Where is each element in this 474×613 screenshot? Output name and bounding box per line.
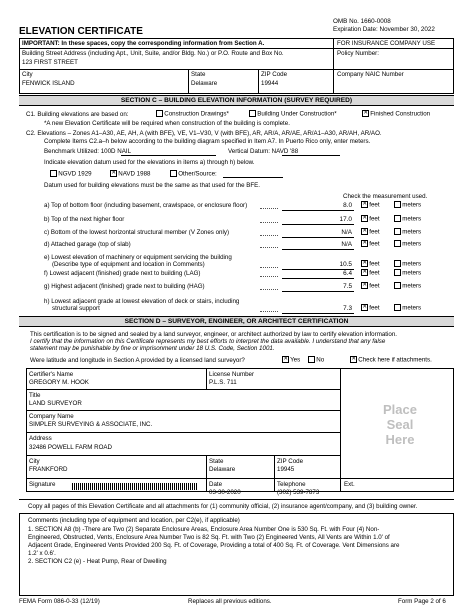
elevation-value[interactable]: 17.0 (339, 216, 352, 223)
leader-dots (260, 222, 278, 223)
cert-state-value[interactable]: Delaware (209, 466, 236, 473)
company-value[interactable]: SIMPLER SURVEYING & ASSOCIATE, INC. (29, 421, 153, 428)
elevation-item-label: c) Bottom of the lowest horizontal structural member (V Zones only) (44, 229, 230, 236)
elevation-value[interactable]: 10.5 (339, 261, 352, 268)
unit-meters[interactable]: meters (394, 304, 421, 312)
phone-label: Telephone (277, 481, 306, 488)
comment-line[interactable]: Adjacent Grade, Engineered Vents Provided 200 Sq. Ft. of Coverage, Providing a total of 400 Sq. Ft. of Coverage. Vent Dimensions are (28, 542, 400, 549)
elevation-item-label: b) Top of the next higher floor (44, 216, 125, 223)
unit-feet[interactable]: ✕ feet (361, 228, 380, 236)
elevation-value[interactable]: 6.4 (343, 270, 352, 277)
checkbox-icon[interactable] (394, 215, 401, 222)
c1-under-construction[interactable]: Building Under Construction* (249, 110, 337, 118)
naic-label: Company NAIC Number (337, 71, 404, 78)
omb-number: OMB No. 1660-0008 (333, 18, 391, 25)
checkbox-icon[interactable] (394, 269, 401, 276)
cert-line2: I certify that the information on this Certificate represents my best efforts to interpret the data available. I understand that any false (30, 338, 386, 345)
elevation-item-label: e) Lowest elevation of machinery or equipment servicing the building (44, 254, 232, 261)
certifier-value[interactable]: GREGORY M. HOOK (29, 379, 89, 386)
leader-dots (260, 289, 278, 290)
expiration-date: Expiration Date: November 30, 2022 (333, 26, 435, 33)
state-label: State (191, 71, 206, 78)
checked-checkbox-icon[interactable] (361, 260, 368, 267)
unit-feet[interactable]: ✕ feet (361, 269, 380, 277)
state-value[interactable]: Delaware (191, 80, 218, 87)
cert-city-value[interactable]: FRANKFORD (29, 466, 68, 473)
lat-long-no[interactable]: No (308, 356, 324, 364)
zip-label: ZIP Code (261, 71, 288, 78)
cert-address-value[interactable]: 32486 POWELL FARM ROAD (29, 444, 112, 451)
datum-bfe-note: Datum used for building elevations must be the same as that used for the BFE. (44, 182, 260, 189)
cert-state-label: State (209, 458, 224, 465)
license-value[interactable]: P.L.S. 711 (209, 379, 237, 386)
unit-meters[interactable]: meters (394, 269, 421, 277)
comment-line[interactable]: 1.2' x 0.6'. (28, 550, 56, 557)
cert-line1: This certification is to be signed and sealed by a land surveyor, engineer, or architect authorized by law to certify elevation information. (30, 331, 397, 338)
unit-feet[interactable]: ✕ feet (361, 304, 380, 312)
c2-line2: Complete Items C2.a–h below according to the building diagram specified in Item A7. In Puerto Rico only, enter meters. (44, 138, 371, 145)
c1-finished-construction[interactable]: ✕ Finished Construction (362, 110, 430, 118)
checked-checkbox-icon[interactable] (361, 282, 368, 289)
checkbox-icon[interactable] (156, 110, 163, 117)
leader-dots (260, 208, 278, 209)
unit-feet[interactable]: ✕ feet (361, 260, 380, 268)
unit-meters[interactable]: meters (394, 228, 421, 236)
city-value[interactable]: FENWICK ISLAND (22, 80, 75, 87)
datum-other[interactable]: Other/Source: (170, 170, 217, 178)
check-measurement: Check the measurement used. (343, 193, 428, 200)
unit-feet[interactable]: ✕ feet (361, 240, 380, 248)
elevation-item-label: a) Top of bottom floor (including basement, crawlspace, or enclosure floor) (44, 202, 248, 209)
unit-meters[interactable]: meters (394, 240, 421, 248)
checked-checkbox-icon[interactable] (282, 356, 289, 363)
checkbox-icon[interactable] (394, 201, 401, 208)
elevation-value[interactable]: N/A (341, 229, 352, 236)
checkbox-icon[interactable] (50, 170, 57, 177)
signature-redaction[interactable] (72, 483, 197, 490)
indicate-datum: Indicate elevation datum used for the elevations in items a) through h) below. (44, 159, 255, 166)
checkbox-icon[interactable] (170, 170, 177, 177)
comment-line[interactable]: 1. SECTION A8 (b) -There are Two (2) Separate Enclosure Areas, Enclosure Area Number One is 530 Sq. Ft. with Four (4) Non- (28, 526, 380, 533)
section-d-title: SECTION D – SURVEYOR, ENGINEER, OR ARCHITECT CERTIFICATION (19, 316, 454, 327)
elevation-item-label: g) Highest adjacent (finished) grade next to building (HAG) (44, 283, 205, 290)
unit-feet[interactable]: ✕ feet (361, 201, 380, 209)
c1-label: C1. Building elevations are based on: (26, 111, 129, 118)
checkbox-icon[interactable] (394, 228, 401, 235)
elevation-item-label-cont: structural support (52, 305, 100, 312)
elevation-value[interactable]: 8.0 (343, 202, 352, 209)
certifier-label: Certifier's Name (29, 371, 74, 378)
policy-label: Policy Number: (337, 50, 379, 57)
checkbox-icon[interactable] (394, 304, 401, 311)
leader-dots (260, 311, 278, 312)
unit-feet[interactable]: ✕ feet (361, 215, 380, 223)
place-seal-placeholder: Place Seal Here (383, 402, 417, 447)
checked-checkbox-icon[interactable] (110, 170, 117, 177)
leader-dots (260, 247, 278, 248)
title-value[interactable]: LAND SURVEYOR (29, 400, 82, 407)
checkbox-icon[interactable] (249, 110, 256, 117)
company-label: Company Name (29, 413, 74, 420)
checked-checkbox-icon[interactable] (361, 228, 368, 235)
checked-checkbox-icon[interactable] (361, 240, 368, 247)
comment-line[interactable]: Engineered, Obstructed, Vents, Enclosure Area Number Two is 82 Sq. Ft. with Two (2) Engineered Vents, All Vents are Within 1.0' of (28, 534, 390, 541)
c1-note: *A new Elevation Certificate will be required when construction of the building is complete. (44, 120, 290, 127)
address-label: Building Street Address (including Apt., Unit, Suite, and/or Bldg. No.) or P.O. Route and Box No. (22, 50, 284, 57)
checkbox-icon[interactable] (308, 356, 315, 363)
datum-navd[interactable]: ✕ NAVD 1988 (110, 170, 150, 178)
phone-value[interactable]: (302) 539-7873 (277, 489, 320, 496)
benchmark[interactable]: Benchmark Utilized: 100D NAIL (44, 148, 132, 155)
city-label: City (22, 71, 33, 78)
copy-note: Copy all pages of this Elevation Certificate and all attachments for (1) community official, (2) insurance agent/company, and (3) building owner. (28, 503, 418, 510)
title-label: Title (29, 392, 41, 399)
elevation-value[interactable]: N/A (341, 241, 352, 248)
checked-checkbox-icon[interactable] (362, 110, 369, 117)
form-title: ELEVATION CERTIFICATE (19, 26, 143, 37)
elevation-item-label: f) Lowest adjacent (finished) grade next to building (LAG) (44, 270, 201, 277)
unit-meters[interactable]: meters (394, 215, 421, 223)
page-number: Form Page 2 of 6 (398, 598, 446, 605)
lat-long-question: Were latitude and longitude in Section A provided by a licensed land surveyor? (30, 357, 245, 364)
attachments-check[interactable]: ✕ Check here if attachments. (350, 356, 432, 364)
checked-checkbox-icon[interactable] (361, 304, 368, 311)
elevation-item-label: d) Attached garage (top of slab) (44, 241, 131, 248)
lat-long-yes[interactable]: ✕ Yes (282, 356, 300, 364)
checked-checkbox-icon[interactable] (361, 201, 368, 208)
unit-meters[interactable]: meters (394, 201, 421, 209)
elevation-value[interactable]: 7.5 (343, 283, 352, 290)
ext-label: Ext. (344, 481, 355, 488)
signature-label: Signature (29, 481, 56, 488)
comments-label: Comments (including type of equipment and location, per C2(e), if applicable) (28, 517, 240, 524)
cert-address-label: Address (29, 435, 52, 442)
checkbox-icon[interactable] (394, 240, 401, 247)
elevation-value[interactable]: 7.3 (343, 305, 352, 312)
license-label: License Number (209, 371, 255, 378)
datum-ngvd[interactable]: NGVD 1929 (50, 170, 92, 178)
leader-dots (260, 235, 278, 236)
checked-checkbox-icon[interactable] (350, 356, 357, 363)
unit-meters[interactable]: meters (394, 260, 421, 268)
important-note: IMPORTANT: In these spaces, copy the corresponding information from Section A. (22, 40, 265, 47)
cert-zip-label: ZIP Code (277, 458, 304, 465)
insurance-use-header: FOR INSURANCE COMPANY USE (337, 40, 436, 47)
cert-line3: statement may be punishable by fine or imprisonment under 18 U.S. Code, Section 1001. (30, 345, 275, 352)
checked-checkbox-icon[interactable] (361, 215, 368, 222)
leader-dots (260, 276, 278, 277)
leader-dots (260, 267, 278, 268)
elevation-item-label: h) Lowest adjacent grade at lowest elevation of deck or stairs, including (44, 298, 240, 305)
checkbox-icon[interactable] (394, 260, 401, 267)
replaces-note: Replaces all previous editions. (188, 598, 272, 605)
checked-checkbox-icon[interactable] (361, 269, 368, 276)
unit-feet[interactable]: ✕ feet (361, 282, 380, 290)
date-value[interactable]: 03-30-2020 (209, 489, 241, 496)
cert-zip-value[interactable]: 19945 (277, 466, 295, 473)
elevation-item-label-cont: (Describe type of equipment and location in Comments) (52, 261, 205, 268)
vertical-datum[interactable]: Vertical Datum: NAVD '88 (228, 148, 299, 155)
form-number: FEMA Form 086-0-33 (12/19) (19, 598, 100, 605)
section-c-title: SECTION C – BUILDING ELEVATION INFORMATION (SURVEY REQUIRED) (19, 95, 454, 106)
unit-meters[interactable]: meters (394, 282, 421, 290)
address-value[interactable]: 123 FIRST STREET (22, 59, 78, 66)
zip-value[interactable]: 19944 (261, 80, 279, 87)
cert-city-label: City (29, 458, 40, 465)
checkbox-icon[interactable] (394, 282, 401, 289)
c1-construction-drawings[interactable]: Construction Drawings* (156, 110, 229, 118)
date-label: Date (209, 481, 223, 488)
c2-line1: C2. Elevations – Zones A1–A30, AE, AH, A (with BFE), VE, V1–V30, V (with BFE), AR, AR/A, AR/AE, AR/A1–A30, AR/AH, AR/AO. (26, 130, 382, 137)
comment-line[interactable]: 2. SECTION C2 (e) - Heat Pump, Rear of Dwelling (28, 558, 167, 565)
